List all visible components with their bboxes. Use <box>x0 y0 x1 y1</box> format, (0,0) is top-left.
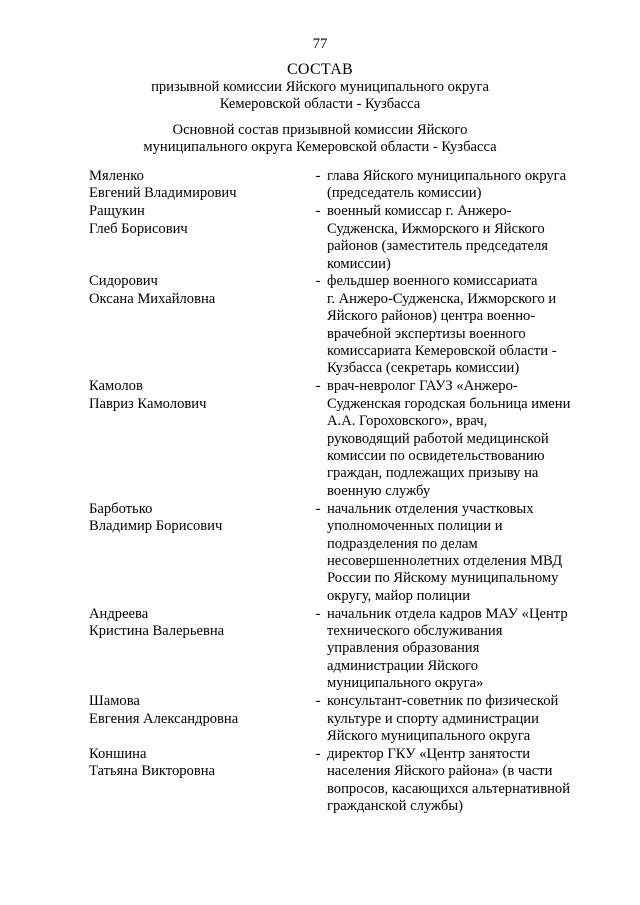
member-role-line: комиссии по освидетельствованию <box>327 448 545 464</box>
member-role-line: граждан, подлежащих призыву на <box>327 465 539 482</box>
member-name-line: Оксана Михайловна <box>89 290 216 307</box>
member-role <box>327 378 589 500</box>
member-name-line: Камолов <box>89 378 143 395</box>
heading-title: СОСТАВ <box>286 61 354 78</box>
member-role-line: округу, майор полиции <box>327 587 471 604</box>
member-row <box>89 273 589 377</box>
member-dash: - <box>315 378 321 395</box>
member-role-line: А.А. Гороховского», врач, <box>327 413 488 430</box>
member-row <box>89 606 589 693</box>
section-subheading <box>0 122 640 157</box>
member-dash: - <box>315 273 321 290</box>
member-role-line: администрации Яйского <box>327 657 479 674</box>
member-name <box>89 168 309 203</box>
member-role-line: районов (заместитель председателя <box>327 238 548 255</box>
subheading-line-2: муниципального округа Кемеровской области - Кузбасса <box>143 139 497 156</box>
member-name-line: Мяленко <box>89 168 144 184</box>
member-name-line: Коншина <box>89 745 147 762</box>
member-role-line: консультант-советник по физической <box>327 693 559 710</box>
member-role-line: фельдшер военного комиссариата <box>327 273 538 290</box>
member-role-line: начальник отдела кадров МАУ «Центр <box>327 605 568 622</box>
member-role <box>327 501 589 605</box>
member-roster <box>89 168 589 816</box>
member-role-line: военный комиссар г. Анжеро- <box>327 203 512 220</box>
member-role-line: России по Яйскому муниципальному <box>327 570 559 587</box>
member-dash: - <box>315 500 321 517</box>
member-role-line: уполномоченных полиции и <box>327 518 503 535</box>
page-number: 77 <box>312 36 328 52</box>
member-role-line: начальник отделения участковых <box>327 500 534 517</box>
member-name <box>89 606 309 693</box>
member-role <box>327 746 589 816</box>
member-name <box>89 746 309 816</box>
member-name-line: Шамова <box>89 693 140 710</box>
member-role-line: подразделения по делам <box>327 535 478 552</box>
member-role <box>327 273 589 377</box>
member-name-line: Сидорович <box>89 273 158 290</box>
member-row <box>89 203 589 273</box>
member-role-line: г. Анжеро-Судженска, Ижморского и <box>327 290 557 307</box>
member-role <box>327 203 589 273</box>
member-name <box>89 693 309 745</box>
member-row <box>89 168 589 203</box>
member-role-line: вопросов, касающихся альтернативной <box>327 780 571 797</box>
member-name-line: Кристина Валерьевна <box>89 623 225 640</box>
member-role-line: директор ГКУ «Центр занятости <box>327 745 531 762</box>
member-name-line: Андреева <box>89 605 149 622</box>
member-role <box>327 168 589 203</box>
member-role-line: военную службу <box>327 482 431 499</box>
member-role-line: руководящий работой медицинской <box>327 430 549 447</box>
member-role-line: гражданской службы) <box>327 798 463 815</box>
member-role-line: врач-невролог ГАУЗ «Анжеро- <box>327 378 518 395</box>
member-dash: - <box>315 605 321 622</box>
member-row <box>89 693 589 745</box>
member-role <box>327 606 589 693</box>
member-name <box>89 378 309 500</box>
member-role-line: Судженская городская больница имени <box>327 395 571 412</box>
member-row <box>89 746 589 816</box>
member-role-line: Яйского муниципального округа <box>327 728 531 744</box>
member-name-line: Татьяна Викторовна <box>89 763 216 780</box>
member-role-line: культуре и спорту администрации <box>327 710 539 727</box>
member-role-line: Яйского районов) центра военно- <box>327 308 536 325</box>
member-role-line: врачебной экспертизы военного <box>327 325 526 342</box>
member-role-line: Кузбасса (секретарь комиссии) <box>327 360 520 377</box>
member-name-line: Павриз Камолович <box>89 395 207 412</box>
heading-line-1: призывной комиссии Яйского муниципального округа <box>151 79 489 95</box>
subheading-line-1: Основной состав призывной комиссии Яйского <box>172 122 468 138</box>
member-role-line: комиссии) <box>327 255 391 272</box>
member-name <box>89 273 309 377</box>
member-name-line: Барботько <box>89 500 153 517</box>
member-name-line: Владимир Борисович <box>89 518 223 535</box>
member-name-line: Глеб Борисович <box>89 220 188 237</box>
member-role-line: технического обслуживания <box>327 623 503 640</box>
member-row <box>89 378 589 500</box>
member-row <box>89 501 589 605</box>
member-name <box>89 203 309 273</box>
member-role-line: Судженска, Ижморского и Яйского <box>327 220 545 237</box>
member-dash: - <box>315 745 321 762</box>
member-dash: - <box>315 203 321 220</box>
member-name <box>89 501 309 605</box>
member-name-line: Евгения Александровна <box>89 710 239 727</box>
member-role-line: (председатель комиссии) <box>327 185 482 202</box>
member-role <box>327 693 589 745</box>
member-role-line: населения Яйского района» (в части <box>327 763 553 780</box>
document-heading <box>0 60 640 114</box>
heading-line-2: Кемеровской области - Кузбасса <box>219 96 421 113</box>
member-role-line: несовершеннолетних отделения МВД <box>327 552 563 569</box>
member-role-line: управления образования <box>327 640 480 657</box>
member-dash: - <box>315 168 321 184</box>
member-role-line: глава Яйского муниципального округа <box>327 168 567 184</box>
member-name-line: Евгений Владимирович <box>89 185 237 202</box>
member-name-line: Ращукин <box>89 203 145 220</box>
member-role-line: комиссариата Кемеровской области - <box>327 343 557 360</box>
member-dash: - <box>315 693 321 710</box>
member-role-line: муниципального округа» <box>327 675 484 692</box>
